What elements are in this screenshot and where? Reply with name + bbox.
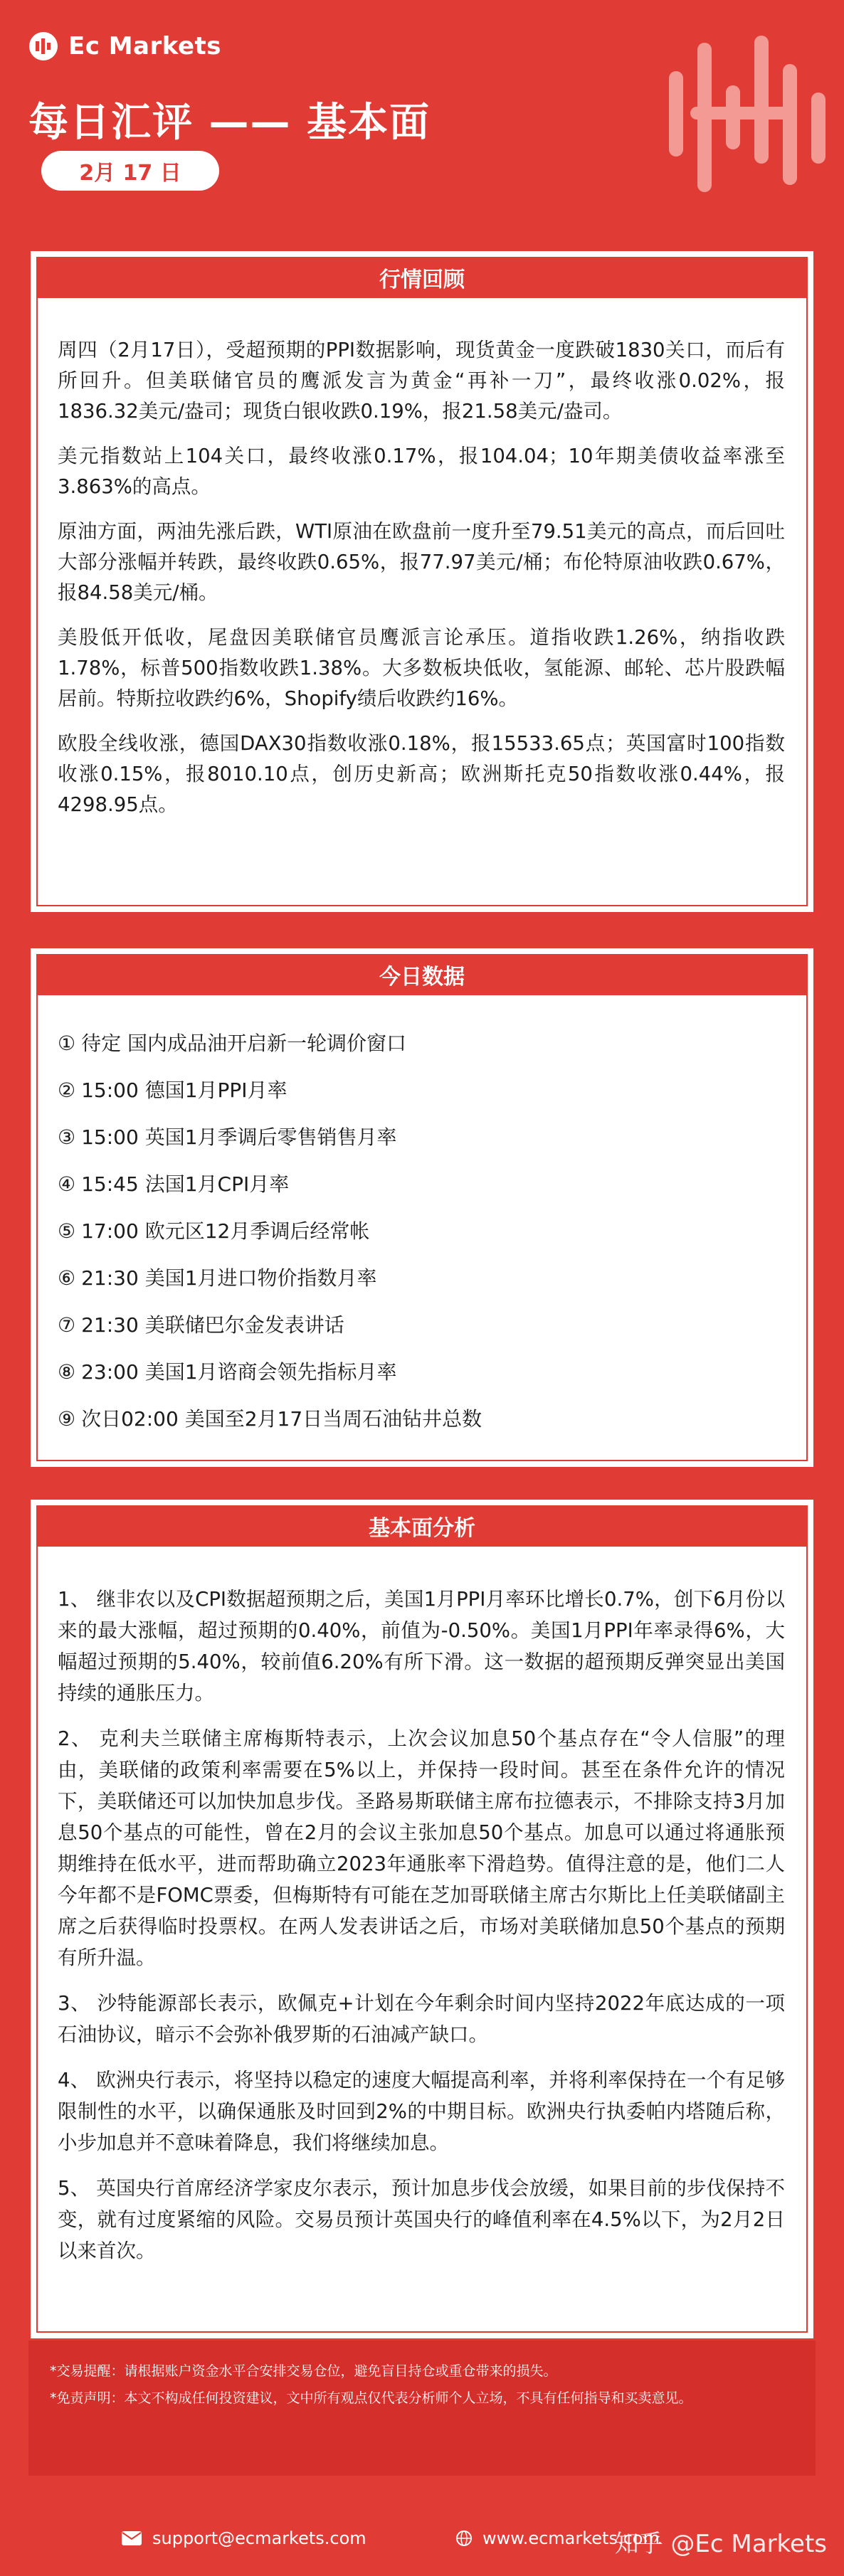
review-paragraph: 美股低开低收，尾盘因美联储官员鹰派言论承压。道指收跌1.26%，纳指收跌1.78%，标普500指数收跌1.38%。大多数板块低收，氢能源、邮轮、芯片股跌幅居前。特斯拉收跌约6%，Shopify绩后收跌约16%。 [58,626,785,710]
schedule-item: ③ 15:00 英国1月季调后零售销售月率 [58,1125,397,1149]
today-data-card [28,946,816,1469]
schedule-item: ⑥ 21:30 美国1月进口物价指数月率 [58,1266,377,1290]
ec-logo-icon [28,31,58,61]
page-title: 每日汇评 —— 基本面 [28,100,431,146]
schedule-item: ② 15:00 德国1月PPI月率 [58,1078,288,1102]
analysis-item: 3、 沙特能源部长表示，欧佩克+计划在今年剩余时间内坚持2022年底达成的一项石油协议，暗示不会弥补俄罗斯的石油减产缺口。 [58,1992,785,2046]
analysis-item: 5、 英国央行首席经济学家皮尔表示，预计加息步伐会放缓，如果目前的步伐保持不变，就有过度紧缩的风险。交易员预计英国央行的峰值利率在4.5%以下，为2月2日以来首次。 [58,2177,785,2262]
market-review-card [28,249,816,914]
schedule-item: ⑨ 次日02:00 美国至2月17日当周石油钻井总数 [58,1407,482,1431]
footer-email[interactable]: support@ecmarkets.com [121,2528,366,2548]
schedule-item: ⑦ 21:30 美联储巴尔金发表讲话 [58,1313,344,1337]
disclaimer-notes [28,2341,816,2476]
review-paragraph: 原油方面，两油先涨后跌，WTI原油在欧盘前一度升至79.51美元的高点，而后回吐大部分涨幅并转跌，最终收跌0.65%，报77.97美元/桶；布伦特原油收跌0.67%，报84.58美元/桶。 [58,520,785,604]
analysis-item: 2、 克利夫兰联储主席梅斯特表示，上次会议加息50个基点存在“令人信服”的理由，美联储的政策利率需要在5%以上，并保持一段时间。甚至在条件允许的情况下，美联储还可以加快加息步伐。圣路易斯联储主席布拉德表示，不排除支持3月加息50个基点的可能性，曾在2月的会议主张加息50个基点。加息可以通过将通胀预期维持在低水平，进而帮助确立2023年通胀率下滑趋势。值得注意的是，他们二人今年都不是FOMC票委，但梅斯特有可能在芝加哥联储主席古尔斯比上任美联储副主席之后获得临时投票权。在两人发表讲话之后，市场对美联储加息50个基点的预期有所升温。 [58,1727,785,1969]
schedule-item: ⑤ 17:00 欧元区12月季调后经常帐 [58,1219,370,1243]
footer-website[interactable]: www.ecmarkets.com [455,2528,660,2548]
analysis-card [28,1498,816,2341]
watermark: 知乎 @Ec Markets [614,2530,827,2558]
schedule-item: ① 待定 国内成品油开启新一轮调价窗口 [58,1032,407,1055]
mail-icon [121,2530,142,2546]
section-title-market-review: 行情回顾 [36,257,808,298]
brand-name: Ec Markets [68,32,222,60]
decorative-bars-icon [662,28,830,206]
schedule-item: ④ 15:45 法国1月CPI月率 [58,1172,290,1196]
analysis-item: 1、 继非农以及CPI数据超预期之后，美国1月PPI月率环比增长0.7%，创下6月份以来的最大涨幅，超过预期的0.40%，前值为-0.50%。美国1月PPI年率录得6%，大幅超过预期的5.40%，较前值6.20%有所下滑。这一数据的超预期反弹突显出美国持续的通胀压力。 [58,1588,785,1705]
schedule-item: ⑧ 23:00 美国1月谘商会领先指标月率 [58,1360,397,1384]
header [0,0,844,238]
section-title-analysis: 基本面分析 [36,1505,808,1547]
section-title-today-data: 今日数据 [36,954,808,995]
date-badge: 2月 17 日 [41,151,219,191]
brand-logo [28,31,221,61]
globe-icon [455,2530,473,2547]
review-paragraph: 周四（2月17日），受超预期的PPI数据影响，现货黄金一度跌破1830关口，而后有所回升。但美联储官员的鹰派发言为黄金“再补一刀”，最终收涨0.02%，报1836.32美元/盎司；现货白银收跌0.19%，报21.58美元/盎司。 [58,339,785,423]
footer [0,2504,844,2576]
analysis-item: 4、 欧洲央行表示，将坚持以稳定的速度大幅提高利率，并将利率保持在一个有足够限制性的水平，以确保通胀及时回到2%的中期目标。欧洲央行执委帕内塔随后称，小步加息并不意味着降息，我们将继续加息。 [58,2069,785,2154]
disclaimer: *免责声明：本文不构成任何投资建议，文中所有观点仅代表分析师个人立场，不具有任何指导和买卖意见。 [50,2390,692,2406]
trading-reminder: *交易提醒：请根据账户资金水平合安排交易仓位，避免盲目持仓或重仓带来的损失。 [50,2363,557,2379]
review-paragraph: 美元指数站上104关口，最终收涨0.17%，报104.04；10年期美债收益率涨至3.863%的高点。 [58,445,785,498]
review-paragraph: 欧股全线收涨，德国DAX30指数收涨0.18%，报15533.65点；英国富时100指数收涨0.15%，报8010.10点，创历史新高；欧洲斯托克50指数收涨0.44%，报4298.95点。 [58,732,785,816]
